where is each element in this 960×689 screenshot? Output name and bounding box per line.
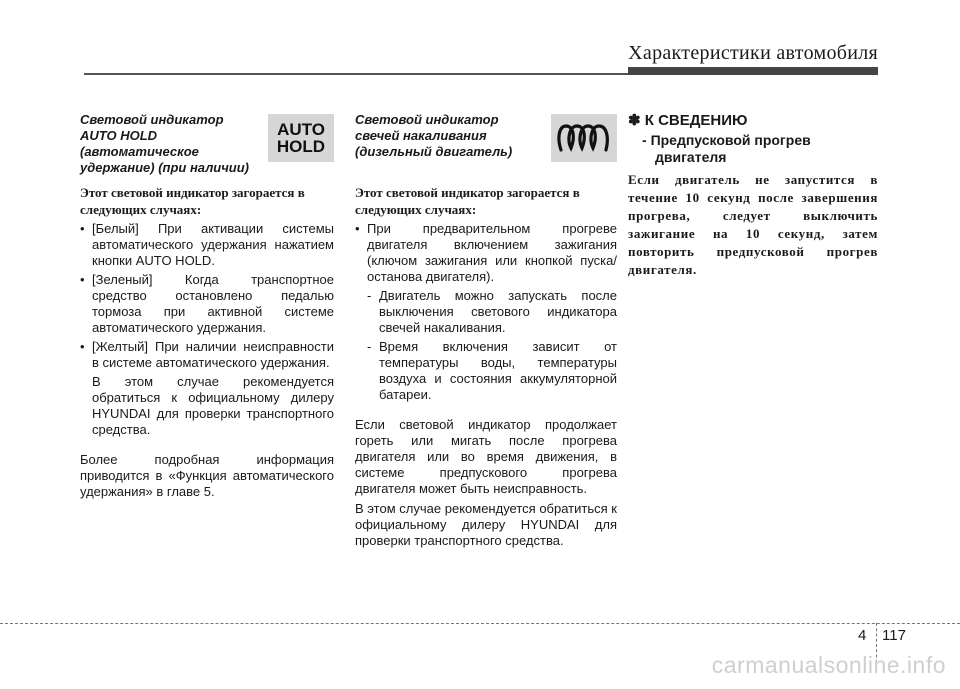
glow-plug-section xyxy=(355,112,617,549)
glow-plug-bullet-list xyxy=(355,221,617,285)
auto-hold-heading-block xyxy=(80,112,334,176)
glow-plug-title: Световой индикатор свечей накаливания (дизельный двигатель) xyxy=(355,112,513,159)
glow-plug-coil-icon xyxy=(555,118,613,158)
glow-plug-indicator-icon xyxy=(551,114,617,162)
auto-hold-bullet-list xyxy=(80,221,334,371)
header-rule-accent xyxy=(628,67,878,75)
list-item: - Двигатель можно запускать после выключения светового индикатора свечей накаливания. xyxy=(367,288,617,335)
glow-plug-intro: Этот световой индикатор загорается в следующих случаях: xyxy=(355,185,580,217)
notice-asterisk-icon: ✽ xyxy=(628,112,641,129)
header-rule xyxy=(84,73,628,75)
list-item: • [Зеленый] Когда транспортное средство остановлено педалью тормоза при активной системе автоматического удержания. xyxy=(80,272,334,335)
notice-heading: ✽ К СВЕДЕНИЮ xyxy=(628,112,748,129)
auto-hold-indicator-icon: AUTO HOLD xyxy=(268,114,334,162)
glow-plug-heading-block xyxy=(355,112,617,176)
running-header: Характеристики автомобиля xyxy=(628,42,878,64)
auto-hold-section xyxy=(80,112,334,500)
auto-hold-title: Световой индикатор AUTO HOLD (автоматическое удержание) (при наличии) xyxy=(80,112,250,175)
notice-section xyxy=(628,112,878,292)
auto-hold-bullet-continuation: В этом случае рекомендуется обратиться к официальному дилеру HYUNDAI для проверки транспортного средства. xyxy=(92,374,334,437)
glow-plug-recommendation: В этом случае рекомендуется обратиться к официальному дилеру HYUNDAI для проверки транспортного средства. xyxy=(355,501,617,548)
glow-plug-dash-list xyxy=(355,288,617,403)
notice-subheading-line2: двигателя xyxy=(655,149,727,165)
notice-subheading: - Предпусковой прогрев xyxy=(642,132,811,148)
chapter-number: 4 xyxy=(858,627,867,644)
notice-body: Если двигатель не запустится в течение 10 секунд после завершения прогрева, следует выключить зажигание на 10 секунд, затем повторить предпусковой прогрев двигателя. xyxy=(628,172,878,277)
list-item: • При предварительном прогреве двигателя включением зажигания (ключом зажигания или кнопкой пуска/останова двигателя). xyxy=(355,221,617,284)
list-item: • [Белый] При активации системы автоматического удержания нажатием кнопки AUTO HOLD. xyxy=(80,221,334,268)
page-number: 117 xyxy=(882,627,906,644)
footer-rule xyxy=(0,623,960,624)
glow-plug-paragraph: Если световой индикатор продолжает гореть или мигать после прогрева двигателя или во время движения, в системе предпускового прогрева двигателя может быть неисправность. xyxy=(355,417,617,496)
list-item: • [Желтый] При наличии неисправности в системе автоматического удержания. xyxy=(80,339,334,370)
auto-hold-note: Более подробная информация приводится в «Функция автоматического удержания» в главе 5. xyxy=(80,452,334,499)
auto-hold-intro: Этот световой индикатор загорается в следующих случаях: xyxy=(80,185,305,217)
watermark: carmanualsonline.info xyxy=(711,652,946,678)
list-item: - Время включения зависит от температуры воды, температуры воздуха и состояния аккумуляторной батареи. xyxy=(367,339,617,402)
